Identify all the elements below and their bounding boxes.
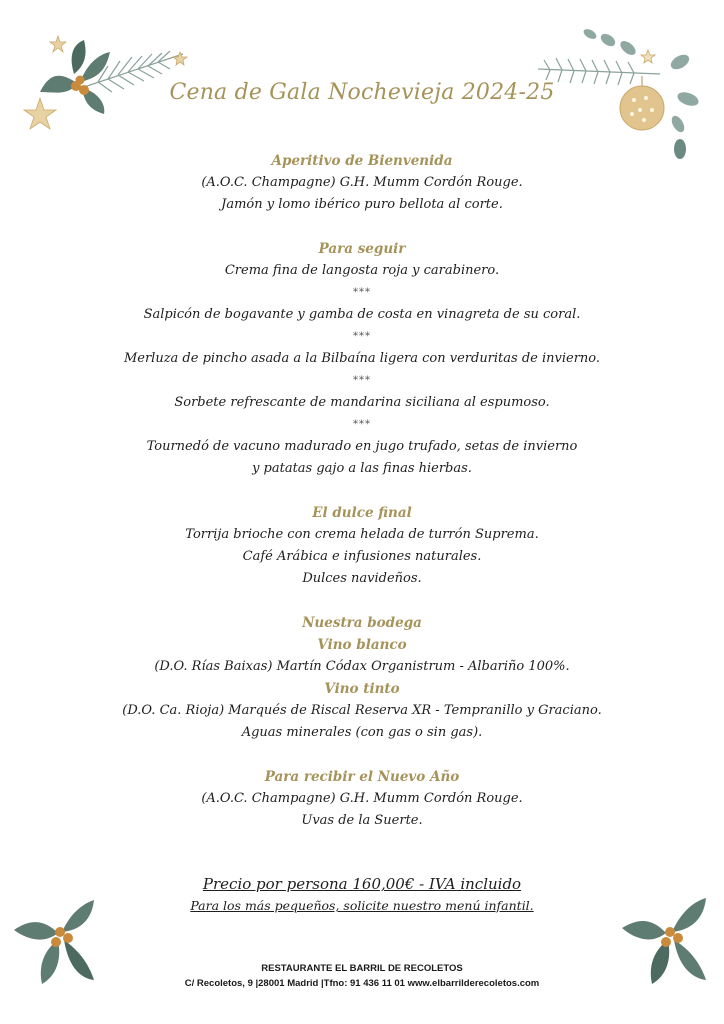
section-dulce-final xyxy=(40,502,684,590)
section-heading: El dulce final xyxy=(312,505,412,521)
menu-item: Crema fina de langosta roja y carabinero. xyxy=(224,263,500,278)
red-wine-heading: Vino tinto xyxy=(324,681,400,697)
section-para-seguir xyxy=(40,238,684,480)
white-wine-heading: Vino blanco xyxy=(317,637,407,653)
section-nuevo-ano xyxy=(40,766,684,832)
menu-item: Salpicón de bogavante y gamba de costa en vinagreta de su coral. xyxy=(143,307,581,322)
section-aperitivo xyxy=(40,150,684,216)
menu-title: Cena de Gala Nochevieja 2024-25 xyxy=(169,80,555,105)
section-heading: Aperitivo de Bienvenida xyxy=(271,153,453,169)
menu-body xyxy=(40,150,684,854)
separator: *** xyxy=(353,287,371,298)
separator: *** xyxy=(353,419,371,430)
section-heading: Para recibir el Nuevo Año xyxy=(264,769,460,785)
restaurant-name: RESTAURANTE EL BARRIL DE RECOLETOS xyxy=(261,963,463,974)
separator: *** xyxy=(353,331,371,342)
menu-item: Uvas de la Suerte. xyxy=(301,813,423,828)
menu-item: Torrija brioche con crema helada de turrón Suprema. xyxy=(185,527,539,542)
menu-item: Jamón y lomo ibérico puro bellota al corte. xyxy=(221,197,503,212)
menu-item: (A.O.C. Champagne) G.H. Mumm Cordón Rouge. xyxy=(201,175,523,190)
menu-item: (A.O.C. Champagne) G.H. Mumm Cordón Rouge. xyxy=(201,791,523,806)
red-wine-item: (D.O. Ca. Rioja) Marqués de Riscal Reserva XR - Tempranillo y Graciano. xyxy=(122,703,602,718)
kids-menu-note: Para los más pequeños, solicite nuestro menú infantil. xyxy=(190,898,534,913)
water-item: Aguas minerales (con gas o sin gas). xyxy=(241,725,483,740)
restaurant-address: C/ Recoletos, 9 |28001 Madrid |Tfno: 91 436 11 01 www.elbarrilderecoletos.com xyxy=(184,978,540,989)
section-bodega xyxy=(40,612,684,744)
section-heading: Nuestra bodega xyxy=(302,615,422,631)
menu-item: Dulces navideños. xyxy=(302,571,422,586)
star-icon xyxy=(641,50,655,63)
menu-item: Merluza de pincho asada a la Bilbaína ligera con verduritas de invierno. xyxy=(123,351,601,366)
separator: *** xyxy=(353,375,371,386)
menu-item: Tournedó de vacuno madurado en jugo trufado, setas de invierno xyxy=(146,439,578,454)
pine-holly-decoration-top-left xyxy=(18,14,198,144)
restaurant-footer xyxy=(0,961,724,991)
section-heading: Para seguir xyxy=(318,241,406,257)
menu-item: Sorbete refrescante de mandarina siciliana al espumoso. xyxy=(174,395,550,410)
white-wine-item: (D.O. Rías Baixas) Martín Códax Organistrum - Albariño 100%. xyxy=(154,659,570,674)
menu-item: Café Arábica e infusiones naturales. xyxy=(242,549,482,564)
menu-item: y patatas gajo a las finas hierbas. xyxy=(252,461,472,476)
price-per-person: Precio por persona 160,00€ - IVA incluido xyxy=(202,875,522,893)
